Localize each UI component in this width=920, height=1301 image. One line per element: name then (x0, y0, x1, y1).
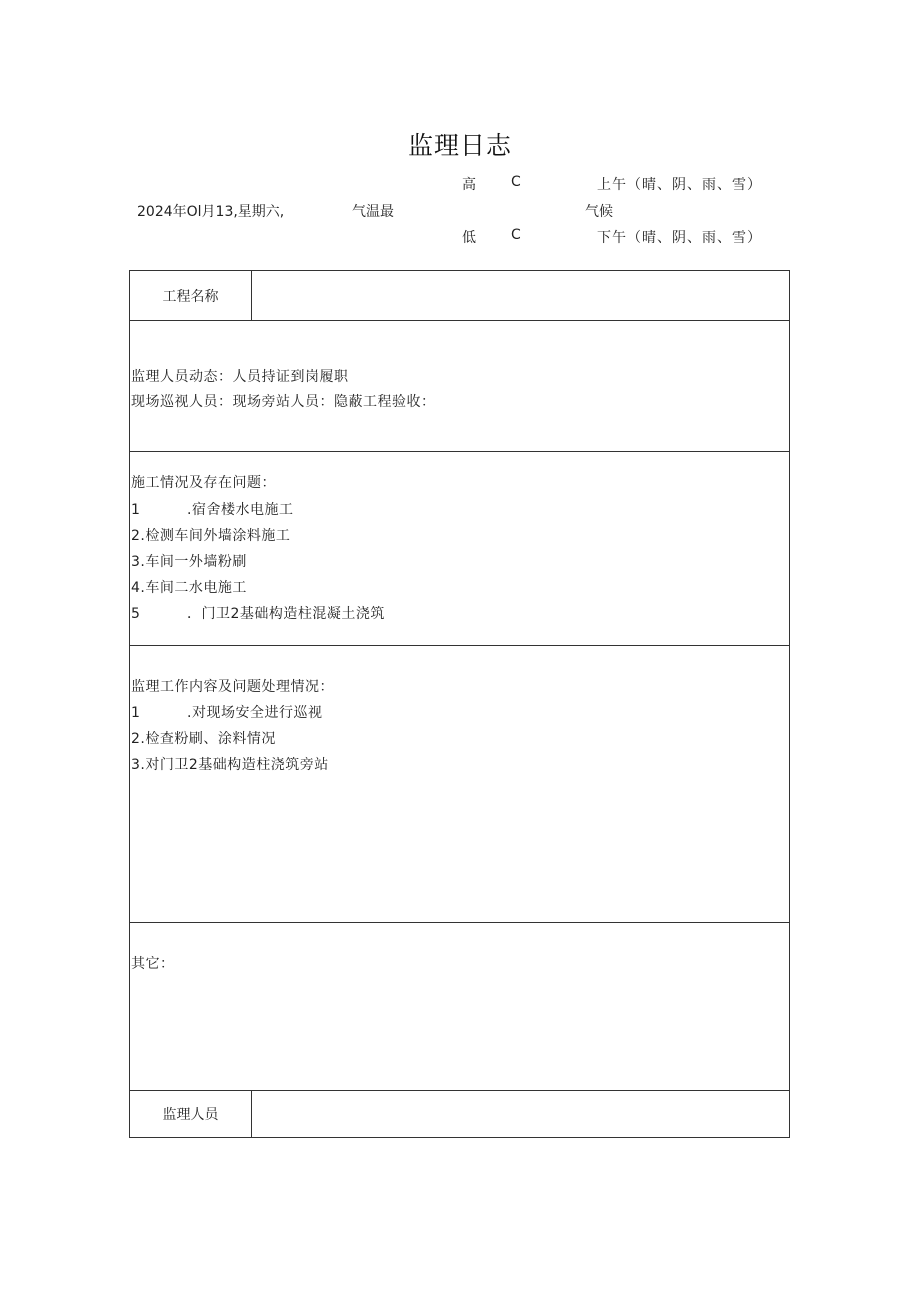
temperature-low-label: 低 (462, 230, 476, 246)
construction-section (130, 452, 789, 646)
supervision-item: 3.对门卫2基础构造柱浇筑旁站 (131, 757, 329, 773)
construction-item: 3.车间一外墙粉刷 (131, 554, 247, 570)
log-date: 2024年Ol月13,星期六, (137, 204, 285, 220)
project-name-field[interactable] (252, 271, 789, 320)
log-table (129, 270, 790, 1138)
temperature-high-label: 高 (462, 177, 476, 193)
weather-pm-options: 下午（晴、阴、雨、雪） (597, 230, 762, 246)
supervision-section (130, 646, 789, 923)
supervisor-row (130, 1091, 789, 1137)
temperature-high-unit: C (511, 174, 521, 190)
personnel-status-text: 监理人员动态：人员持证到岗履职 (131, 369, 349, 385)
patrol-personnel-text: 现场巡视人员：现场旁站人员：隐蔽工程验收： (131, 394, 436, 410)
page-title: 监理日志 (407, 131, 512, 160)
temperature-low-unit: C (511, 227, 521, 243)
construction-heading: 施工情况及存在问题： (131, 475, 276, 491)
supervisor-label: 监理人员 (130, 1091, 252, 1137)
personnel-section (130, 321, 789, 452)
construction-item: 2.检测车间外墙涂料施工 (131, 528, 291, 544)
project-row (130, 271, 789, 321)
project-name-label: 工程名称 (130, 271, 252, 320)
temperature-label: 气温最 (352, 204, 394, 220)
other-heading: 其它： (131, 956, 175, 972)
construction-item: 1 .宿舍楼水电施工 (131, 502, 294, 518)
construction-item: 4.车间二水电施工 (131, 580, 247, 596)
weather-am-options: 上午（晴、阴、雨、雪） (597, 177, 762, 193)
weather-label: 气候 (585, 204, 613, 220)
other-section (130, 923, 789, 1091)
supervision-item: 2.检查粉刷、涂料情况 (131, 731, 276, 747)
supervisor-field[interactable] (252, 1091, 789, 1137)
supervision-heading: 监理工作内容及问题处理情况： (131, 679, 334, 695)
construction-item: 5 ．门卫2基础构造柱混凝土浇筑 (131, 606, 385, 622)
supervision-item: 1 .对现场安全进行巡视 (131, 705, 323, 721)
